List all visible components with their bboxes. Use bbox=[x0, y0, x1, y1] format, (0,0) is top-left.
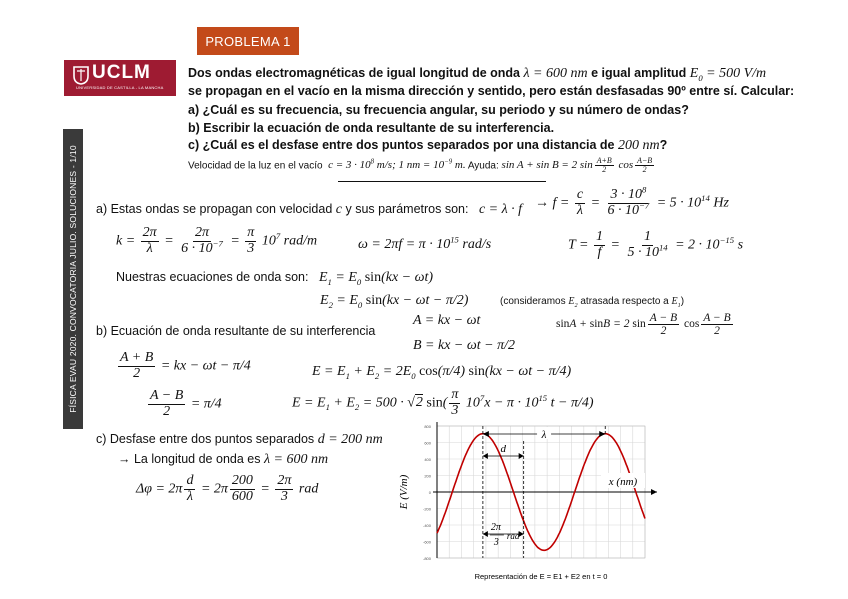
y-tick-label: 800 bbox=[424, 424, 431, 429]
half-difference-equation: $\frac{A - B}{2}$ = π/4 bbox=[150, 388, 222, 419]
delay-note-text-2: atrasada respecto a bbox=[580, 296, 669, 307]
wavelength-note: → La longitud de onda es λ = 600 nm bbox=[118, 452, 329, 467]
x-axis-label: x (nm) bbox=[608, 476, 638, 488]
wavelength-note-text: → La longitud de onda es bbox=[118, 452, 261, 466]
y-tick-label: 0 bbox=[428, 490, 431, 495]
chart-title: Representación de E = E1 + E2 en t = 0 bbox=[474, 572, 608, 581]
hint-text: Velocidad de la luz en el vacío bbox=[188, 160, 323, 172]
part-c-text: c) Desfase entre dos puntos separados bbox=[96, 432, 315, 446]
y-tick-label: -400 bbox=[422, 523, 431, 528]
logo-wordmark: UCLM bbox=[92, 62, 151, 83]
logo-subtext: UNIVERSIDAD DE CASTILLA - LA MANCHA bbox=[76, 85, 164, 90]
statement-text: e igual amplitud bbox=[591, 66, 687, 80]
period-equation: T = $\frac{1}{f}$ = $\frac{1}{5 \cdot 10^{14}}$ = $2 \cdot 10^{-15}$ s bbox=[568, 229, 744, 260]
side-label: FÍSICA EVAU 2020. CONVOCATORIA JULIO. SOLUCIONES - 1/10 bbox=[68, 145, 78, 413]
wave-chart bbox=[395, 418, 670, 583]
sum-identity: sinA + sinB = 2 sin $\frac{A - B}{2}$ cos $\frac{A - B}{2}$ bbox=[556, 312, 731, 338]
y-tick-label: -200 bbox=[422, 506, 431, 512]
part-b-intro: b) Ecuación de onda resultante de su interferencia bbox=[96, 324, 376, 338]
statement-line-2: se propagan en el vacío en la misma dirección y sentido, pero están desfasadas 90º entre sí. Calcular: bbox=[188, 84, 795, 98]
question-b: b) Escribir la ecuación de onda resultante de su interferencia. bbox=[188, 121, 555, 135]
y-tick-label: -800 bbox=[422, 556, 431, 561]
hint-line: Velocidad de la luz en el vacío $c = 3 \cdot 10^8$ m/s; 1 nm = $10^{-9}$ m. Ayuda: sin A + sin B = 2 sin $\frac{A+B}{2}$ cos $\frac{A-B}{2}$ bbox=[188, 156, 653, 175]
phase-label-den: 3 bbox=[493, 537, 499, 548]
uclm-logo bbox=[64, 60, 176, 96]
y-tick-label: 400 bbox=[424, 457, 431, 462]
side-strip bbox=[63, 129, 83, 429]
wave-equations-label: Nuestras ecuaciones de onda son: $E_1 = E_0$ sin(kx − ωt) bbox=[116, 270, 434, 287]
a-definition: A = kx − ωt bbox=[413, 313, 481, 328]
wave-equations-text: Nuestras ecuaciones de onda son: bbox=[116, 270, 309, 284]
delay-note: (consideramos $E_2$ atrasada respecto a $E_1$) bbox=[500, 296, 685, 309]
delay-note-text: (consideramos bbox=[500, 296, 566, 307]
question-c: c) ¿Cuál es el desfase entre dos puntos separados por una distancia de 200 nm? bbox=[188, 138, 668, 153]
d-label: d bbox=[500, 443, 507, 455]
problem-badge: PROBLEMA 1 bbox=[197, 27, 299, 55]
question-a: a) ¿Cuál es su frecuencia, su frecuencia angular, su periodo y su número de ondas? bbox=[188, 103, 689, 117]
half-sum-equation: $\frac{A + B}{2}$ = kx − ωt − π/4 bbox=[120, 350, 251, 381]
phase-arrow-head-left bbox=[483, 531, 488, 537]
phase-difference-equation: Δφ = 2π $\frac{d}{\lambda}$ = 2π $\frac{200}{600}$ = $\frac{2\pi}{3}$ rad bbox=[136, 473, 319, 504]
hint-label: Ayuda: bbox=[467, 160, 499, 172]
d-arrow-head-left bbox=[483, 453, 488, 459]
y-tick-label: 200 bbox=[424, 473, 431, 479]
lambda-label: λ bbox=[541, 429, 547, 441]
statement-text: Dos ondas electromagnéticas de igual longitud de onda bbox=[188, 66, 520, 80]
resultant-equation-symbolic: $E = E_1 + E_2 = 2E_0$ cos(π/4) sin(kx − ωt − π/4) bbox=[312, 364, 572, 381]
question-c-text: c) ¿Cuál es el desfase entre dos puntos separados por una distancia de bbox=[188, 138, 615, 152]
crest-icon bbox=[72, 65, 90, 85]
part-a-intro: a) Estas ondas se propagan con velocidad c y sus parámetros son: c = λ · f bbox=[96, 202, 523, 217]
y-axis-label: E (V/m) bbox=[398, 474, 410, 510]
hint-underline bbox=[338, 181, 546, 182]
frequency-equation: → f = $\frac{c}{\lambda}$ = $\frac{3 \cdot 10^8}{6 \cdot 10^{-7}}$ = $5 \cdot 10^{14}$ Hz bbox=[535, 184, 729, 218]
part-a-text-2: y sus parámetros son: bbox=[345, 202, 469, 216]
wavenumber-equation: k = $\frac{2\pi}{\lambda}$ = $\frac{2\pi}{6 \cdot 10^{-7}}$ = $\frac{\pi}{3}$ $10^7$ rad/m bbox=[116, 225, 318, 256]
part-a-text: a) Estas ondas se propagan con velocidad bbox=[96, 202, 333, 216]
phase-label-num: 2π bbox=[490, 522, 501, 533]
x-axis-arrow bbox=[651, 489, 657, 495]
y-tick-label: 600 bbox=[424, 440, 431, 446]
e2-equation: $E_2 = E_0$ sin(kx − ωt − π/2) bbox=[320, 293, 469, 310]
b-definition: B = kx − ωt − π/2 bbox=[413, 338, 515, 353]
angular-frequency-equation: $\omega = 2\pi f = \pi \cdot 10^{15}$ rad/s bbox=[358, 234, 492, 252]
part-c-intro: c) Desfase entre dos puntos separados d = 200 nm bbox=[96, 432, 383, 447]
resultant-equation-numeric: $E = E_1 + E_2 = 500 \cdot √2$ sin( $\frac{\pi}{3}$ $10^7x - \pi \cdot 10^{15}$ t − π/4) bbox=[292, 387, 594, 418]
statement-line-1: Dos ondas electromagnéticas de igual longitud de onda λ = 600 nm e igual amplitud $E_0 = 500$ V/m bbox=[188, 66, 767, 83]
lambda-arrow-head-right bbox=[599, 431, 605, 437]
phase-label-unit: rad bbox=[506, 531, 520, 541]
y-tick-label: -600 bbox=[422, 539, 431, 545]
